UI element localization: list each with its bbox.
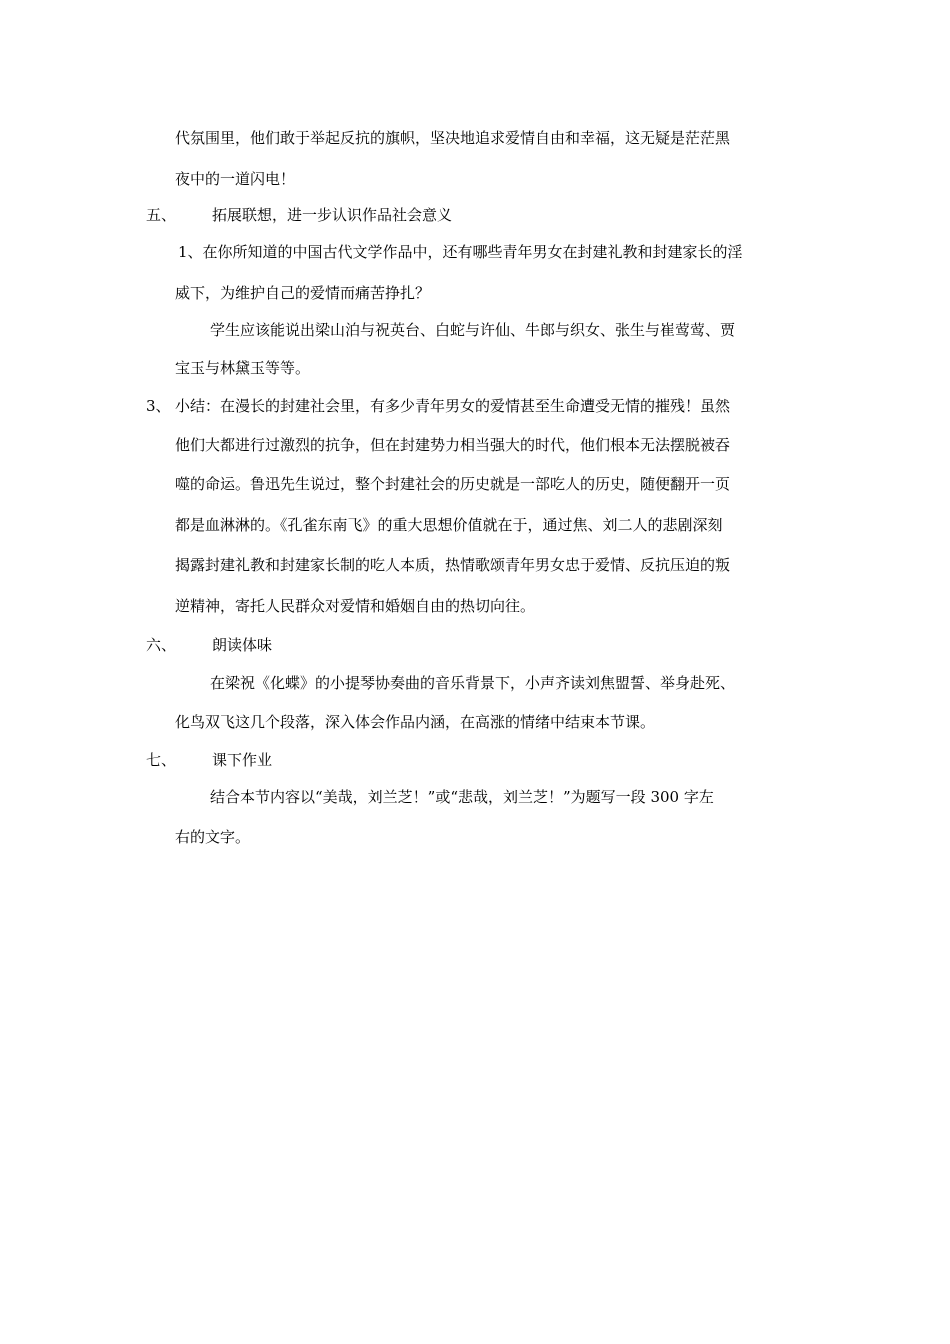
summary-line-1: 小结：在漫长的封建社会里，有多少青年男女的爱情甚至生命遭受无情的摧残！虽然 — [175, 397, 731, 415]
answer-line-2: 宝玉与林黛玉等等。 — [175, 359, 311, 377]
section-6-line-2: 化鸟双飞这几个段落，深入体会作品内涵，在高涨的情绪中结束本节课。 — [175, 713, 656, 731]
section-6-line-1: 在梁祝《化蝶》的小提琴协奏曲的音乐背景下，小声齐读刘焦盟誓、举身赴死、 — [210, 674, 736, 692]
question-1-line-2: 威下，为维护自己的爱情而痛苦挣扎？ — [175, 284, 431, 302]
answer-line-1: 学生应该能说出梁山泊与祝英台、白蛇与许仙、牛郎与织女、张生与崔莺莺、贾 — [210, 321, 736, 339]
intro-line-1: 代氛围里，他们敢于举起反抗的旗帜，坚决地追求爱情自由和幸福，这无疑是茫茫黑 — [175, 129, 731, 147]
section-7-line-2: 右的文字。 — [175, 828, 251, 846]
summary-line-3: 噬的命运。鲁迅先生说过，整个封建社会的历史就是一部吃人的历史，随便翻开一页 — [175, 475, 731, 493]
intro-line-2: 夜中的一道闪电！ — [175, 170, 296, 188]
section-6-number: 六、 — [146, 636, 177, 654]
summary-line-2: 他们大都进行过激烈的抗争，但在封建势力相当强大的时代，他们根本无法摆脱被吞 — [175, 436, 731, 454]
question-1-line-1: 1、在你所知道的中国古代文学作品中，还有哪些青年男女在封建礼教和封建家长的淫 — [178, 243, 743, 261]
summary-line-5: 揭露封建礼教和封建家长制的吃人本质，热情歌颂青年男女忠于爱情、反抗压迫的叛 — [175, 556, 731, 574]
summary-line-4: 都是血淋淋的。《孔雀东南飞》的重大思想价值就在于，通过焦、刘二人的悲剧深刻 — [175, 516, 723, 534]
section-5-number: 五、 — [146, 206, 177, 224]
section-7-line-1: 结合本节内容以“美哉，刘兰芝！”或“悲哉，刘兰芝！”为题写一段 300 字左 — [210, 788, 714, 806]
summary-line-6: 逆精神，寄托人民群众对爱情和婚姻自由的热切向往。 — [175, 597, 536, 615]
section-5-title: 拓展联想，进一步认识作品社会意义 — [212, 206, 453, 224]
section-7-title: 课下作业 — [212, 751, 273, 769]
section-7-number: 七、 — [146, 751, 177, 769]
section-6-title: 朗读体味 — [212, 636, 273, 654]
summary-number: 3、 — [146, 397, 171, 415]
